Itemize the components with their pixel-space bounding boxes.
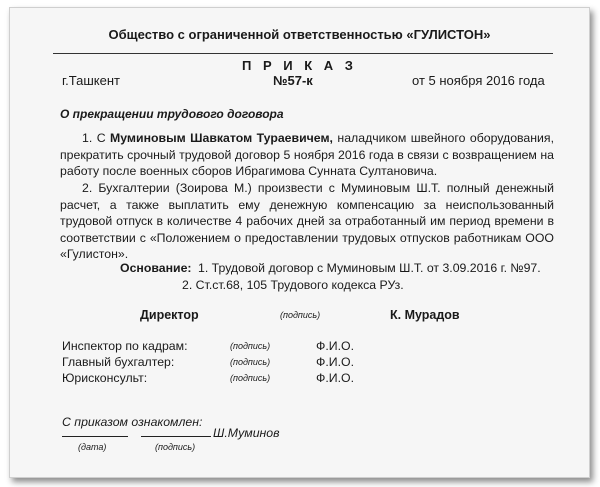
date-caption: (дата) [78,442,107,452]
paragraph-1 [60,130,554,180]
order-subject: О прекращении трудового договора [60,107,284,121]
paragraph-1-rest: наладчиком швейного оборудования, прекратить срочный трудовой договор 5 ноября 2016 года в связи с возвращением на работу после военных сборов Ибрагимова Сунната Султановича. [60,131,554,178]
director-signature-caption: (подпись) [280,310,321,320]
director-name: К. Мурадов [390,308,460,322]
signatory-signature-caption: (подпись) [230,341,271,351]
order-city: г.Ташкент [62,73,120,88]
document-page [9,7,590,478]
signatory-signature-caption: (подпись) [230,373,271,383]
signatory-fio: Ф.И.О. [316,371,355,385]
basis-item-2: 2. Ст.ст.68, 105 Трудового кодекса РУз. [182,278,404,292]
basis-label: Основание: [120,261,192,275]
signature-caption: (подпись) [155,442,196,452]
signature-line [141,436,211,437]
director-title: Директор [140,308,199,322]
order-date: от 5 ноября 2016 года [412,73,545,88]
date-line [62,436,128,437]
basis-item-1: 1. Трудовой договор с Муминовым Ш.Т. от 3.09.2016 г. №97. [198,261,541,275]
paragraph-2: 2. Бухгалтерии (Зоирова М.) произвести с Муминовым Ш.Т. полный денежный расчет, а также выплатить ему денежную компенсацию за неиспользованный трудовой отпуск в количестве 4 рабочих дней за отработанный им период времени в соответствии с «Положением о предоставлении трудовых отпусков работникам ООО «Гулистон». [60,181,554,261]
organization-name: Общество с ограниченной ответственностью «ГУЛИСТОН» [108,27,491,42]
order-title: П Р И К А З [242,58,357,73]
header-divider [53,53,553,54]
paragraph-1-lead: 1. С [82,131,111,145]
signatory-fio: Ф.И.О. [316,339,355,353]
acknowledgment-label: С приказом ознакомлен: [62,415,203,429]
acknowledgment-name: Ш.Муминов [213,426,280,440]
signatory-role: Юрисконсульт: [62,371,148,385]
signatory-signature-caption: (подпись) [230,357,271,367]
signatory-role: Инспектор по кадрам: [62,339,188,353]
signatory-fio: Ф.И.О. [316,355,355,369]
signatory-role: Главный бухгалтер: [62,355,175,369]
employee-name: Муминовым Шавкатом Тураевичем, [110,131,333,145]
order-number: №57-к [273,73,313,88]
